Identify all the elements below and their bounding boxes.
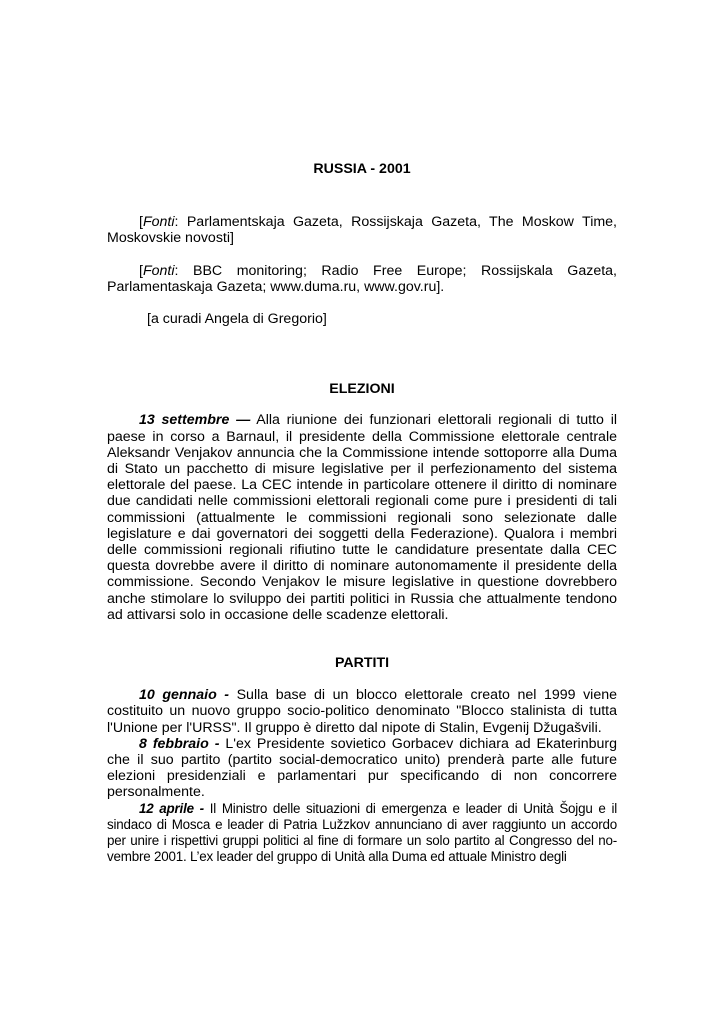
entry-text: Il Ministro delle situazioni di emergenza e leader di Unità Šojgu e il sindaco di Mosca e leader di Patria Lužzkov annunciano di aver raggiunto un accordo per unire i rispettivi gruppi politici al fine di formare un solo partito al Congresso del no-vembre 2001. L’ex leader del gruppo di Unità alla Duma ed attuale Ministro degli — [107, 800, 618, 865]
entry-date: 12 aprile - — [139, 800, 204, 816]
sources-label: Fonti — [142, 214, 175, 231]
entry-date: 10 gennaio - — [139, 687, 230, 704]
sources-open-bracket: [ — [139, 214, 143, 231]
entry-text: L'ex Presidente sovietico Gorbacev dichiara ad Ekaterinburg che il suo partito (partito social-democratico unito) prenderà parte alle future elezioni presidenziali e parlamentari pur specificando di non concorrere personalmente. — [107, 735, 617, 801]
entry-date: 13 settembre — — [139, 412, 251, 429]
sources-label: Fonti — [142, 262, 175, 279]
entry-date: 8 febbraio - — [139, 735, 220, 752]
entry-text: Alla riunione dei funzionari elettorali regionali di tutto il paese in corso a Barnaul, il presidente della Commissione elettorale centrale Aleksandr Venjakov annuncia che la Commissione intende sottoporre alla Duma di Stato un pacchetto di misure legislative per il perfezionamento del sistema elettorale del paese. La CEC intende in particolare ottenere il diritto di nominare due candidati nelle commissioni elettorali regionali come pure i presidenti di tali commissioni (attualmente le commissioni regionali sono selezionate dalle legislature e dai governatori dei soggetti della Federazione). Qualora i membri delle commissioni regionali rifiutino tutte le candidature presentate dalla CEC questa dovrebbe avere il diritto di nominare autonomamente il presidente della commissione. Secondo Venjakov le misure legislative in questione dovrebbero anche stimolare lo sviluppo dei partiti politici in Russia che attualmente tendono ad attivarsi solo in occasione delle scadenze elettorali. — [107, 412, 617, 623]
sources-text: : BBC monitoring; Radio Free Europe; Rossijskala Gazeta, Parlamentaskaja Gazeta; www.duma.ru, www.gov.ru]. — [107, 262, 617, 295]
entry-paragraph — [107, 736, 617, 801]
section-heading-elezioni: ELEZIONI — [329, 381, 395, 398]
sources-paragraph-1 — [107, 214, 617, 246]
entry-paragraph — [107, 687, 617, 736]
document-body — [107, 161, 617, 866]
sources-open-bracket: [ — [139, 262, 143, 279]
sources-paragraph-2 — [107, 263, 617, 295]
entry-paragraph — [107, 801, 617, 866]
document-title: RUSSIA - 2001 — [313, 161, 411, 177]
entry-text: Sulla base di un blocco elettorale creato nel 1999 viene costituito un nuovo gruppo socio-politico denominato "Blocco stalinista di tutta l'Unione per l'URSS". Il gruppo è diretto dal nipote di Stalin, Evgenij Džugašvili. — [107, 687, 618, 736]
editor-credit: [a curadi Angela di Gregorio] — [147, 311, 327, 328]
section-heading-partiti: PARTITI — [334, 655, 390, 672]
sources-text: : Parlamentskaja Gazeta, Rossijskaja Gazeta, The Moskow Time, Moskovskie novosti] — [107, 214, 617, 247]
entry-paragraph — [107, 412, 617, 623]
